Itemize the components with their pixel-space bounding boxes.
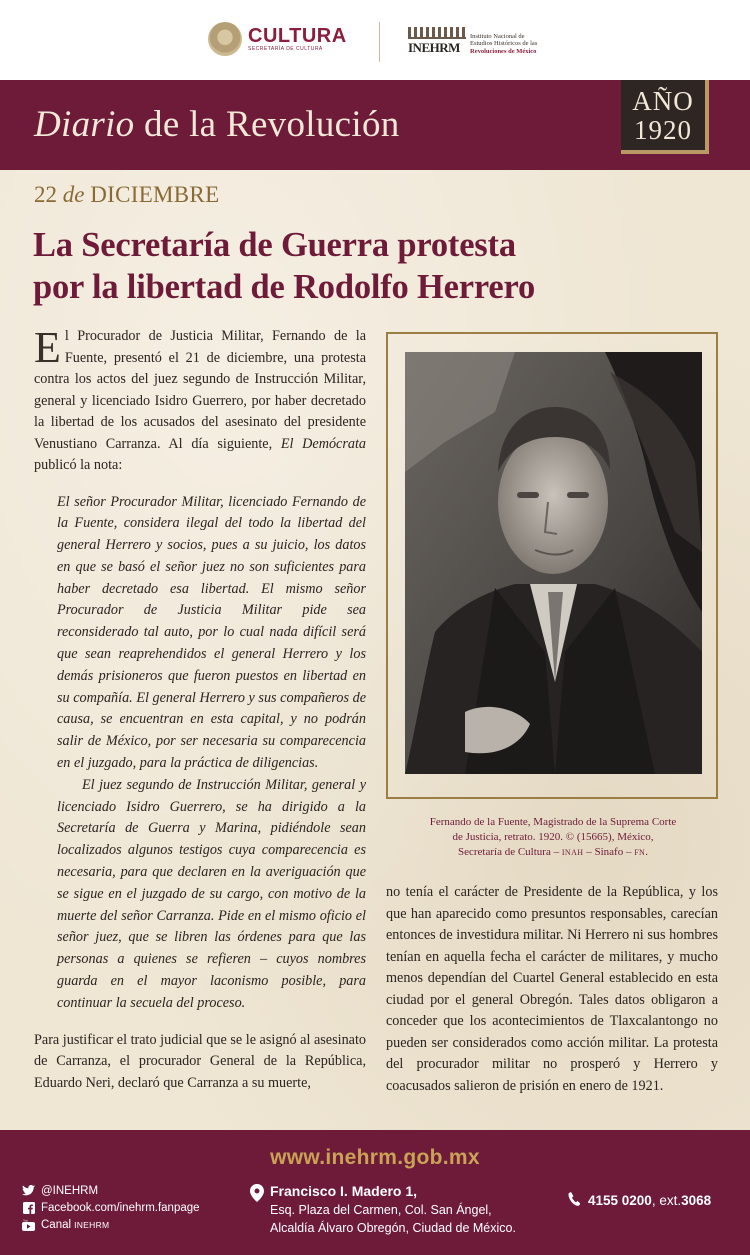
address-block	[250, 1182, 516, 1237]
article-date: 22 de DICIEMBRE	[34, 182, 220, 207]
top-logo-bar	[0, 0, 750, 80]
location-pin-icon	[250, 1184, 264, 1202]
inehrm-logo[interactable]	[408, 27, 537, 55]
svg-text:You: You	[23, 1218, 29, 1223]
quote-paragraph-1: El señor Procurador Militar, licenciado Fernando de la Fuente, considera ilegal del todo la libertad del general Herrero y socios, pues a su juicio, los datos en que se basó el señor juez no son suficientes para haber decretado esa libertad. El mismo señor Procurador de Justicia Militar pide sea reconsiderado tal auto, por lo cual nada difícil será que sean reaprehendidos el general Herrero y los demás prisioneros que fueron puestos en libertad en su compañía. El general Herrero y sus compañeros de causa, se encuentran en esta capital, y no podrán salir de México, por ser necesaria su comparecencia en el juzgado, para la práctica de diligencias.	[57, 493, 366, 772]
phone-icon	[568, 1192, 580, 1209]
twitter-icon	[22, 1185, 35, 1197]
inehrm-label: INEHRM	[408, 40, 460, 55]
address-line-2: Esq. Plaza del Carmen, Col. San Ángel,	[270, 1203, 492, 1217]
cultura-sub-label: SECRETARÍA DE CULTURA	[248, 46, 323, 52]
quote-paragraph-2: El juez segundo de Instrucción Militar, general y licenciado Isidro Guerrero, se ha dirigido a la Secretaría de Guerra y Marina, pidiéndole sean localizados algunos testigos cuya comparecencia es necesaria, para que declaren en la averiguación que se sigue en el juzgado de su cargo, con motivo de la muerte del señor Carranza. Pide en el mismo oficio el señor juez, que se libren las órdenes para que las personas a quienes se refieren – cuyos nombres guarda en el mayor laconismo posible, para continuar la secuela del proceso.	[57, 776, 366, 1011]
cultura-label: CULTURA	[248, 25, 347, 47]
phone-contact[interactable]: 4155 0200 , ext. 3068	[568, 1192, 711, 1209]
intro-paragraph: El Procurador de Justicia Militar, Fernando de la Fuente, presentó el 21 de diciembre, una protesta contra los actos del juez segundo de Instrucción Militar, general y licenciado Isidro Guerrero, por haber decretado la libertad de los acusados del asesinato del presidente Venustiano Carranza. Al día siguiente, El Demócrata publicó la nota:	[34, 323, 366, 473]
article-left-column	[34, 323, 366, 1094]
facebook-link[interactable]: Facebook.com/inehrm.fanpage	[22, 1199, 200, 1216]
portrait-photo[interactable]	[405, 352, 702, 774]
drop-cap: E	[34, 323, 61, 372]
year-badge	[621, 80, 709, 154]
inehrm-building-icon	[408, 27, 466, 55]
article-headline: La Secretaría de Guerra protesta por la libertad de Rodolfo Herrero	[33, 226, 536, 306]
youtube-icon	[22, 1219, 35, 1231]
facebook-icon	[22, 1202, 35, 1214]
website-link[interactable]: www.inehrm.gob.mx	[270, 1146, 480, 1169]
twitter-link[interactable]: @INEHRM	[22, 1182, 200, 1199]
newspaper-quote	[57, 492, 366, 1015]
article-right-column: no tenía el carácter de Presidente de la República, y los que han aparecido como presuntos responsables, carecían entonces de investidura militar. Ni Herrero ni sus hombres tenían en aquella fecha el carácter de militares, y mucho menos dependían del Cuartel General establecido en esta ciudad por el general Obregón. Tales datos obligaron a conceder que los acontecimientos de Tlaxcalantongo no pueden ser considerados como acción militar. La protesta del procurador militar no prosperó y Herrero y coacusados salieron de prisión en enero de 1921.	[386, 884, 718, 1094]
logo-divider	[379, 22, 380, 62]
series-title: Diario de la Revolución	[34, 104, 400, 145]
year-word: AÑO	[632, 86, 694, 116]
mexico-seal-icon	[208, 22, 242, 56]
inehrm-fullname: Instituto Nacional de Estudios Históricos de las Revoluciones de México	[470, 32, 538, 55]
social-links	[22, 1182, 200, 1233]
photo-caption: Fernando de la Fuente, Magistrado de la Suprema Corte de Justicia, retrato. 1920. © (15665), México, Secretaría de Cultura – INAH – Sinafo – FN.	[429, 816, 677, 858]
youtube-link[interactable]: You Canal INEHRM	[23, 1218, 110, 1231]
address-street: Francisco I. Madero 1,	[270, 1183, 418, 1199]
address-line-3: Alcaldía Álvaro Obregón, Ciudad de México.	[270, 1221, 516, 1235]
cultura-logo[interactable]	[208, 22, 347, 56]
after-quote-paragraph: Para justificar el trato judicial que se le asignó al asesinato de Carranza, el procurador General de la República, Eduardo Neri, declaró que Carranza a su muerte,	[34, 1031, 366, 1091]
year-number: 1920	[634, 115, 692, 145]
